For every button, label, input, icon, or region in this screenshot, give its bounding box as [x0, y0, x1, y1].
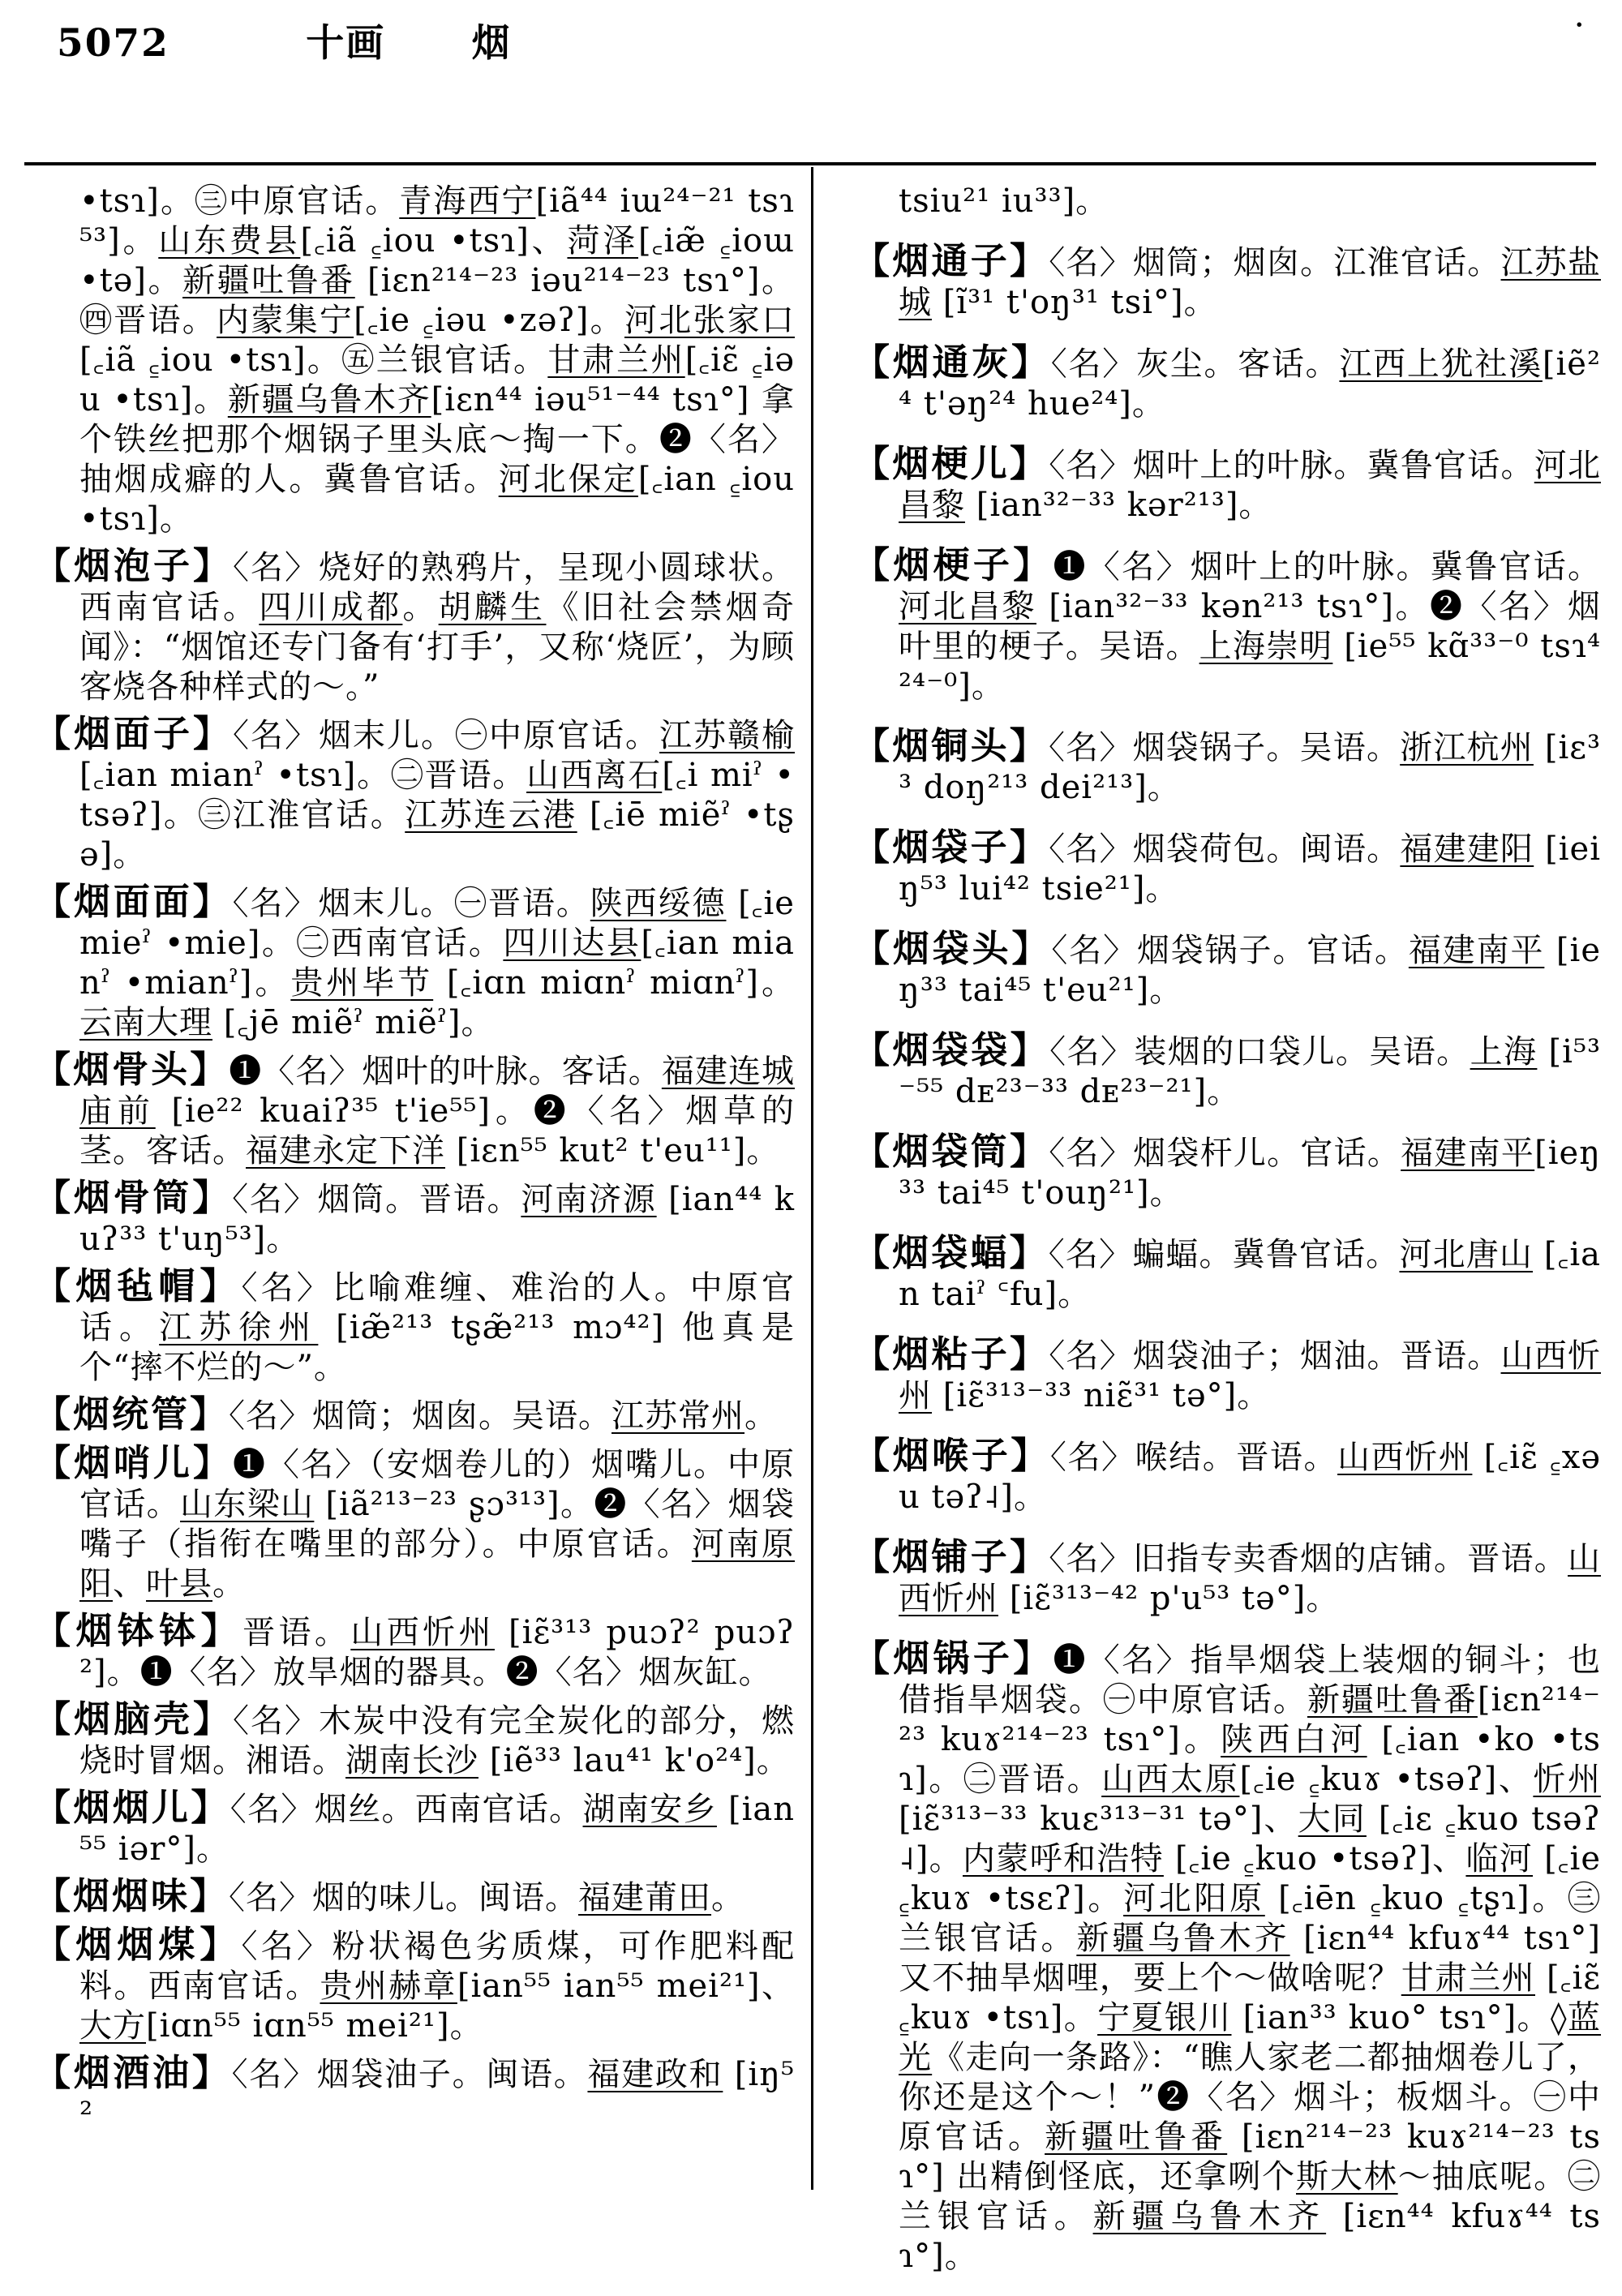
headword: 【烟通灰】 — [853, 341, 1051, 384]
proper-name-underline: 山西忻州 — [899, 1337, 1601, 1414]
proper-name-underline: 河北昌黎 — [899, 447, 1601, 524]
dictionary-entry: 【烟面子】〈名〉烟末儿。㊀中原官话。江苏赣榆 [꜀ian mianˀ •tsɿ]。㊁晋语。山西离石[꜀i miˀ •tsəʔ]。㊂江淮官话。江苏连云港 [꜀iē miẽˀ •tʂə]。 — [34, 712, 796, 873]
proper-name-underline: 斯大林 — [1296, 2158, 1398, 2195]
proper-name-underline: 菏泽 — [567, 222, 639, 260]
headword: 【烟脑壳】 — [34, 1697, 233, 1740]
headword: 【烟骨头】 — [34, 1048, 230, 1091]
proper-name-underline: 临河 — [1465, 1840, 1534, 1878]
proper-name-underline: 河北保定 — [498, 461, 638, 498]
proper-name-underline: 江苏盐城 — [899, 244, 1601, 321]
headword: 【烟泡子】 — [34, 544, 233, 587]
proper-name-underline: 云南大理 — [79, 1004, 212, 1041]
dictionary-entry: 【烟骨头】❶〈名〉烟叶的叶脉。客话。福建连城庙前 [ie²² kuaiʔ³⁵ t'ie⁵⁵]。❷〈名〉烟草的茎。客话。福建永定下洋 [iɛn⁵⁵ kut² t'eu¹¹]。 — [34, 1048, 796, 1169]
proper-name-underline: 湖南长沙 — [345, 1742, 478, 1779]
dictionary-entry: 【烟袋筒】〈名〉烟袋杆儿。官话。福建南平[ieŋ³³ tai⁴⁵ t'ouŋ²¹]。 — [853, 1130, 1601, 1212]
dictionary-entry: 【烟烟儿】〈名〉烟丝。西南官话。湖南安乡 [ian⁵⁵ iər°]。 — [34, 1786, 796, 1868]
proper-name-underline: 河北唐山 — [1399, 1236, 1534, 1273]
proper-name-underline: 湖南安乡 — [582, 1791, 717, 1828]
proper-name-underline: 大同 — [1298, 1800, 1367, 1838]
proper-name-underline: 江苏赣榆 — [659, 717, 795, 754]
dictionary-entry: 【烟毡帽】〈名〉比喻难缠、难治的人。中原官话。江苏徐州 [iæ̃²¹³ tʂæ̃²¹³ mɔ⁴²] 他真是个“摔不烂的～”。 — [34, 1264, 796, 1386]
proper-name-underline: 山西太原 — [1101, 1761, 1240, 1798]
page-header — [57, 13, 512, 67]
column-left — [34, 182, 795, 2141]
proper-name-underline: 胡麟生 — [438, 589, 547, 626]
headword: 【烟哨儿】 — [34, 1441, 233, 1484]
headword: 【烟粘子】 — [853, 1333, 1049, 1375]
header-rule — [24, 162, 1596, 165]
dictionary-entry: 【烟骨筒】〈名〉烟筒。晋语。河南济源 [ian⁴⁴ kuʔ³³ t'uŋ⁵³]。 — [34, 1176, 795, 1258]
proper-name-underline: 忻州 — [1533, 1761, 1601, 1798]
proper-name-underline: 福建永定下洋 — [246, 1132, 445, 1169]
proper-name-underline: 上海崇明 — [1199, 628, 1333, 665]
dictionary-entry: 【烟烟味】〈名〉烟的味儿。闽语。福建莆田。 — [34, 1874, 745, 1917]
proper-name-underline: 福建莆田 — [578, 1879, 712, 1916]
headword: 【烟喉子】 — [853, 1434, 1050, 1477]
headword: 【烟烟味】 — [34, 1874, 230, 1917]
proper-name-underline: 福建南平 — [1401, 1135, 1535, 1172]
section-title: 十画 — [306, 21, 386, 66]
headword: 【烟毡帽】 — [34, 1264, 242, 1307]
dictionary-entry: 【烟袋头】〈名〉烟袋锅子。官话。福建南平 [ieŋ³³ tai⁴⁵ t'eu²¹]。 — [853, 927, 1601, 1009]
dictionary-entry: 【烟梗儿】〈名〉烟叶上的叶脉。冀鲁官话。河北昌黎 [ian³²⁻³³ kər²¹³]。 — [853, 442, 1601, 524]
proper-name-underline: 山西忻州 — [350, 1614, 495, 1651]
proper-name-underline: 河北张家口 — [624, 302, 795, 339]
proper-name-underline: 四川达县 — [503, 925, 642, 962]
proper-name-underline: 新疆吐鲁番 — [182, 262, 355, 299]
headword: 【烟袋子】 — [853, 826, 1049, 869]
headword: 【烟袋头】 — [853, 927, 1052, 970]
page-number: 5072 — [57, 21, 169, 66]
dictionary-entry: 【烟袋袋】〈名〉装烟的口袋儿。吴语。上海 [i⁵³⁻⁵⁵ dᴇ²³⁻³³ dᴇ²³⁻²¹]。 — [853, 1028, 1602, 1110]
proper-name-underline: 蓝光 — [899, 1999, 1602, 2076]
dictionary-entry: 【烟梗子】❶〈名〉烟叶上的叶脉。冀鲁官话。河北昌黎 [ian³²⁻³³ kən²¹³ tsɿ°]。❷〈名〉烟叶里的梗子。吴语。上海崇明 [ie⁵⁵ kɑ̃³³⁻⁰ tsɿ⁴²⁴⁻⁰]。 — [853, 543, 1602, 705]
proper-name-underline: 山东梁山 — [180, 1486, 315, 1523]
proper-name-underline: 新疆乌鲁木齐 — [227, 381, 431, 418]
dictionary-entry: 【烟锅子】❶〈名〉指旱烟袋上装烟的铜斗；也借指旱烟袋。㊀中原官话。新疆吐鲁番[iɛn²¹⁴⁻²³ kuɤ²¹⁴⁻²³ tsɿ°]。陕西白河 [꜀ian •ko •tsɿ]。㊁晋语。山西太原[꜀ie ꜁kuɤ •tsəʔ]、忻州[iɛ̃³¹³⁻³³ kuɛ³¹³⁻³¹ tə°]、大同 [꜀iɛ ꜁kuo tsəʔ˨]。内蒙呼和浩特 [꜀ie ꜁kuo •tsəʔ]、临河 [꜀ie ꜁kuɤ •tsɛʔ]。河北阳原 [꜀iēn ꜁kuo ꜁tʂɿ]。㊂兰银官话。新疆乌鲁木齐 [iɛn⁴⁴ kfuɤ⁴⁴ tsɿ°] 又不抽旱烟哩，要上个～做啥呢？甘肃兰州 [꜀iɛ̃ ꜁kuɤ •tsɿ]。宁夏银川 [ian³³ kuo° tsɿ°]。◊蓝光《走向一条路》：“瞧人家老二都抽烟卷儿了，你还是这个～！”❷〈名〉烟斗；板烟斗。㊀中原官话。新疆吐鲁番 [iɛn²¹⁴⁻²³ kuɤ²¹⁴⁻²³ tsɿ°] 出精倒怪底，还拿咧个斯大林～抽底呢。㊁兰银官话。新疆乌鲁木齐 [iɛn⁴⁴ kfuɤ⁴⁴ tsɿ°]。 — [853, 1637, 1602, 2275]
dictionary-entry: 【烟通子】〈名〉烟筒；烟囱。江淮官话。江苏盐城 [ĩ³¹ t'oŋ³¹ tsi°]。 — [853, 239, 1601, 321]
headword: 【烟梗子】 — [853, 543, 1053, 586]
proper-name-underline: 福建南平 — [1408, 932, 1545, 969]
headword: 【烟袋蝠】 — [853, 1231, 1049, 1274]
headword: 【烟面子】 — [34, 712, 233, 755]
section-character: 烟 — [471, 21, 512, 66]
proper-name-underline: 新疆吐鲁番 — [1307, 1681, 1478, 1719]
dictionary-entry: 【烟袋子】〈名〉烟袋荷包。闽语。福建建阳 [ieiŋ⁵³ lui⁴² tsie²¹]。 — [853, 826, 1602, 908]
proper-name-underline: 内蒙呼和浩特 — [962, 1840, 1164, 1878]
dictionary-entry: 【烟酒油】〈名〉烟袋油子。闽语。福建政和 [iŋ⁵² — [34, 2051, 795, 2133]
proper-name-underline: 甘肃兰州 — [547, 341, 685, 379]
headword: 【烟统管】 — [34, 1393, 230, 1436]
proper-name-underline: 宁夏银川 — [1097, 1999, 1232, 2036]
headword: 【烟骨筒】 — [34, 1176, 233, 1219]
dictionary-entry: 【烟脑壳】〈名〉木炭中没有完全炭化的部分，燃烧时冒烟。湘语。湖南长沙 [iẽ³³ lau⁴¹ k'o²⁴]。 — [34, 1697, 795, 1779]
proper-name-underline: 陕西绥德 — [590, 885, 727, 922]
proper-name-underline: 新疆乌鲁木齐 — [1076, 1920, 1290, 1957]
headword: 【烟酒油】 — [34, 2051, 232, 2094]
proper-name-underline: 山西忻州 — [1337, 1439, 1473, 1476]
proper-name-underline: 江苏徐州 — [159, 1309, 319, 1346]
proper-name-underline: 贵州毕节 — [290, 964, 434, 1002]
dictionary-entry: 【烟通灰】〈名〉灰尘。客话。江西上犹社溪[iẽ²⁴ t'əŋ²⁴ hue²⁴]。 — [853, 341, 1602, 423]
dictionary-entry: 【烟铜头】〈名〉烟袋锅子。吴语。浙江杭州 [iɛ³³ doŋ²¹³ dei²¹³]。 — [853, 724, 1602, 806]
proper-name-underline: 山西忻州 — [899, 1540, 1601, 1617]
proper-name-underline: 新疆乌鲁木齐 — [1092, 2198, 1327, 2235]
headword: 【烟烟儿】 — [34, 1786, 230, 1829]
proper-name-underline: 四川成都 — [259, 589, 403, 626]
dictionary-entry: 【烟泡子】〈名〉烧好的熟鸦片，呈现小圆球状。西南官话。四川成都。胡麟生《旧社会禁烟奇闻》：“烟馆还专门备有‘打手’，又称‘烧匠’，为顾客烧各种样式的～。” — [34, 544, 796, 706]
proper-name-underline: 叶县 — [146, 1565, 212, 1603]
proper-name-underline: 福建建阳 — [1400, 830, 1534, 868]
dictionary-entry: 【烟钵钵】晋语。山西忻州 [iɛ̃³¹³ puɔʔ² puɔʔ²]。❶〈名〉放旱烟的器具。❷〈名〉烟灰缸。 — [34, 1609, 796, 1691]
proper-name-underline: 大方 — [79, 2007, 146, 2045]
proper-name-underline: 河南济源 — [521, 1181, 657, 1218]
proper-name-underline: 河南原阳 — [79, 1526, 796, 1603]
headword: 【烟面面】 — [34, 880, 233, 923]
headword: 【烟烟煤】 — [34, 1923, 242, 1966]
proper-name-underline: 江苏连云港 — [405, 796, 577, 834]
dictionary-entry: 【烟哨儿】❶〈名〉（安烟卷儿的）烟嘴儿。中原官话。山东梁山 [iã²¹³⁻²³ ʂɔ³¹³]。❷〈名〉烟袋嘴子（指衔在嘴里的部分）。中原官话。河南原阳、叶县。 — [34, 1441, 796, 1603]
proper-name-underline: 江西上犹社溪 — [1339, 345, 1543, 383]
dictionary-entry: 【烟粘子】〈名〉烟袋油子；烟油。晋语。山西忻州 [iɛ̃³¹³⁻³³ niɛ̃³¹ tə°]。 — [853, 1333, 1601, 1414]
proper-name-underline: 江苏常州 — [611, 1397, 745, 1435]
dictionary-entry: 【烟袋蝠】〈名〉蝙蝠。冀鲁官话。河北唐山 [꜀ian taiˀ ꜂fu]。 — [853, 1231, 1601, 1313]
dictionary-entry: 【烟铺子】〈名〉旧指专卖香烟的店铺。晋语。山西忻州 [iɛ̃³¹³⁻⁴² p'u⁵³ tə°]。 — [853, 1535, 1601, 1617]
proper-name-underline: 内蒙集宁 — [217, 302, 354, 339]
proper-name-underline: 河北阳原 — [1123, 1880, 1265, 1917]
dictionary-entry: 【烟面面】〈名〉烟末儿。㊀晋语。陕西绥德 [꜀ie mieˀ •mie]。㊁西南官话。四川达县[꜀ian mianˀ •mianˀ]。贵州毕节 [꜀iɑn miɑnˀ miɑnˀ]。云南大理 [꜀jē miẽˀ miẽˀ]。 — [34, 880, 795, 1041]
proper-name-underline: 山东费县 — [158, 222, 301, 260]
proper-name-underline: 上海 — [1470, 1033, 1538, 1071]
corner-dot: · — [1573, 5, 1585, 45]
headword: 【烟袋筒】 — [853, 1130, 1049, 1173]
proper-name-underline: 陕西白河 — [1221, 1721, 1367, 1758]
proper-name-underline: 山西离石 — [526, 757, 663, 794]
column-divider — [811, 167, 813, 2190]
headword: 【烟袋袋】 — [853, 1028, 1050, 1071]
headword: 【烟铺子】 — [853, 1535, 1049, 1578]
headword: 【烟通子】 — [853, 239, 1049, 282]
proper-name-underline: 浙江杭州 — [1400, 729, 1534, 766]
proper-name-underline: 河北昌黎 — [899, 588, 1036, 625]
dictionary-entry: 【烟统管】〈名〉烟筒；烟囱。吴语。江苏常州。 — [34, 1393, 779, 1436]
entry-continuation: •tsɿ]。㊂中原官话。青海西宁[iã⁴⁴ iɯ²⁴⁻²¹ tsɿ⁵³]。山东费县[꜀iã ꜁iou •tsɿ]、菏泽[꜀iæ̃ ꜁ioɯ •tə]。新疆吐鲁番 [iɛn²¹⁴⁻²³ iəu²¹⁴⁻²³ tsɿ°]。㊃晋语。内蒙集宁[꜀ie ꜁iəu •zəʔ]。河北张家口[꜀iã ꜁iou •tsɿ]。㊄兰银官话。甘肃兰州[꜀iɛ̃ ꜁iəu •tsɿ]。新疆乌鲁木齐[iɛn⁴⁴ iəu⁵¹⁻⁴⁴ tsɿ°] 拿个铁丝把那个烟锅子里头底～掏一下。❷〈名〉抽烟成癖的人。冀鲁官话。河北保定[꜀ian ꜁iou •tsɿ]。 — [79, 182, 796, 538]
proper-name-underline: 福建连城庙前 — [79, 1053, 795, 1130]
proper-name-underline: 贵州赫章 — [320, 1968, 457, 2005]
column-right — [853, 182, 1601, 2296]
proper-name-underline: 福建政和 — [587, 2056, 723, 2093]
headword: 【烟梗儿】 — [853, 442, 1049, 485]
dictionary-entry: 【烟喉子】〈名〉喉结。晋语。山西忻州 [꜀iɛ̃ ꜁xəu təʔ˨]。 — [853, 1434, 1602, 1516]
headword: 【烟锅子】 — [853, 1637, 1053, 1680]
entry-continuation: tsiu²¹ iu³³]。 — [899, 182, 1109, 220]
proper-name-underline: 甘肃兰州 — [1401, 1959, 1535, 1997]
headword: 【烟钵钵】 — [34, 1609, 243, 1652]
dictionary-entry: 【烟烟煤】〈名〉粉状褐色劣质煤，可作肥料配料。西南官话。贵州赫章[ian⁵⁵ ian⁵⁵ mei²¹]、大方[iɑn⁵⁵ iɑn⁵⁵ mei²¹]。 — [34, 1923, 795, 2045]
headword: 【烟铜头】 — [853, 724, 1049, 767]
proper-name-underline: 青海西宁 — [399, 182, 536, 220]
proper-name-underline: 新疆吐鲁番 — [1045, 2118, 1228, 2156]
